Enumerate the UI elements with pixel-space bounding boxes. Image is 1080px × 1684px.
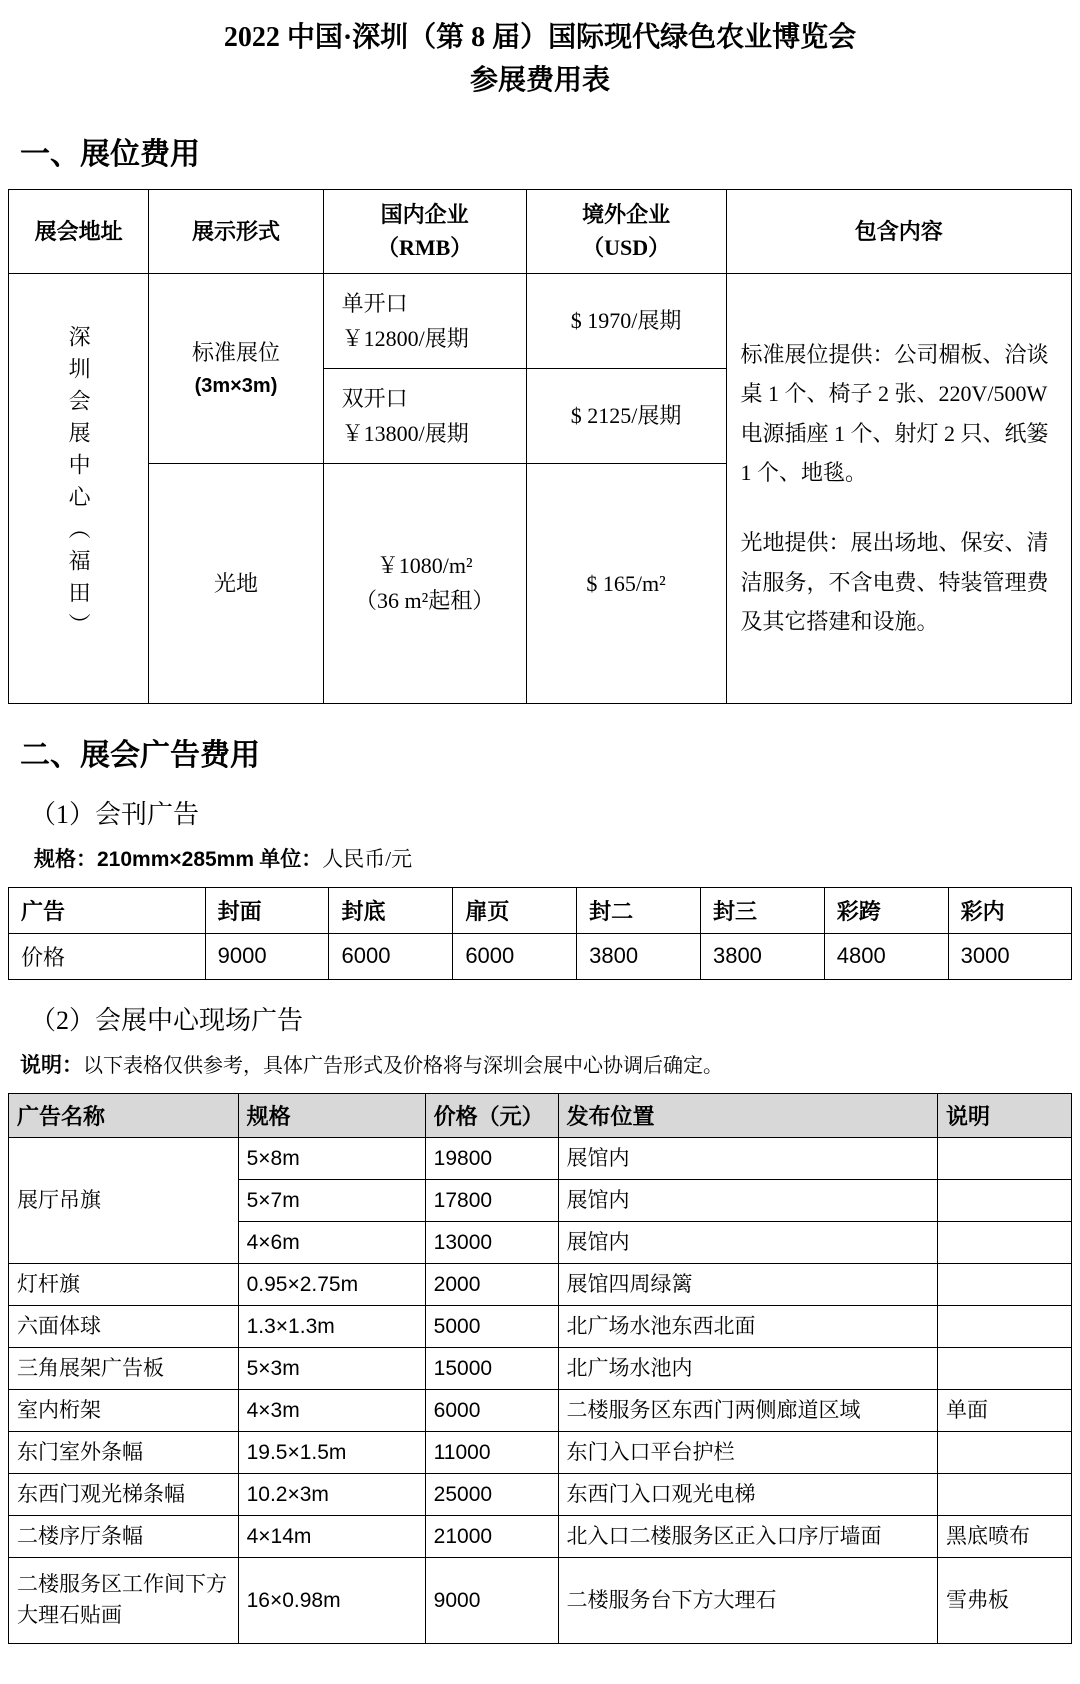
booth-row-single-open — [9, 273, 1072, 368]
cell-spec: 4×14m — [238, 1515, 425, 1557]
ad-price-color-spread: 4800 — [824, 933, 948, 979]
cell-note: 单面 — [938, 1389, 1072, 1431]
table-row — [9, 1263, 1072, 1305]
cell-location: 东西门入口观光电梯 — [558, 1473, 937, 1515]
raw-space-usd-cell: $ 165/m² — [526, 463, 726, 703]
cell-location: 展馆内 — [558, 1137, 937, 1179]
page-title-line2: 参展费用表 — [469, 65, 610, 97]
raw-space-rmb-line1: ￥1080/m² — [376, 553, 473, 579]
included-content-cell — [726, 273, 1071, 703]
table-row — [9, 1389, 1072, 1431]
double-open-price-cell — [323, 368, 526, 463]
ad-price-cover: 9000 — [205, 933, 329, 979]
double-open-rmb: ￥13800/展期 — [341, 420, 469, 446]
ad-col-header-flyleaf: 扉页 — [453, 887, 577, 933]
cell-spec: 5×8m — [238, 1137, 425, 1179]
double-open-label: 双开口 — [341, 385, 408, 411]
cell-price: 15000 — [425, 1347, 558, 1389]
raw-space-rmb-cell — [323, 463, 526, 703]
cell-location: 北广场水池内 — [558, 1347, 937, 1389]
cell-note: 雪弗板 — [938, 1557, 1072, 1643]
ad-price-row-label: 价格 — [9, 933, 206, 979]
cell-spec: 19.5×1.5m — [238, 1431, 425, 1473]
cell-name: 二楼序厅条幅 — [9, 1515, 239, 1557]
unit-label: 单位： — [259, 846, 323, 871]
ad-price-back: 6000 — [329, 933, 453, 979]
spec-label: 规格： — [34, 846, 97, 871]
included-content-standard: 标准展位提供：公司楣板、洽谈桌 1 个、椅子 2 张、220V/500W 电源插座 1 个、射灯 2 只、纸篓 1 个、地毯。 — [740, 341, 1049, 486]
ad-col-header-back: 封底 — [329, 887, 453, 933]
cell-price: 19800 — [425, 1137, 558, 1179]
cell-name: 东门室外条幅 — [9, 1431, 239, 1473]
cell-location: 北广场水池东西北面 — [558, 1305, 937, 1347]
standard-booth-size: (3m×3m) — [194, 374, 278, 397]
ad-col-header-cover: 封面 — [205, 887, 329, 933]
ad-price-inside-front: 3800 — [577, 933, 701, 979]
col-header-content: 包含内容 — [726, 189, 1071, 273]
ad-price-flyleaf: 6000 — [453, 933, 577, 979]
standard-booth-label: 标准展位 — [191, 339, 280, 365]
cell-note — [938, 1347, 1072, 1389]
cell-note — [938, 1221, 1072, 1263]
site-col-header-note: 说明 — [938, 1093, 1072, 1137]
section2-sub2-heading: （2）会展中心现场广告 — [30, 1005, 304, 1035]
col-header-foreign-line2: （USD） — [582, 235, 671, 261]
site-ad-table — [8, 1093, 1072, 1644]
spec-value: 210mm×285mm — [97, 847, 255, 871]
page-title-line1: 2022 中国·深圳（第 8 届）国际现代绿色农业博览会 — [223, 22, 857, 53]
site-col-header-price: 价格（元） — [425, 1093, 558, 1137]
table-row — [9, 1473, 1072, 1515]
ad-col-header-inside-front: 封二 — [577, 887, 701, 933]
col-header-domestic-line1: 国内企业 — [380, 202, 469, 228]
cell-spec: 10.2×3m — [238, 1473, 425, 1515]
single-open-usd-cell: $ 1970/展期 — [526, 273, 726, 368]
section2-sub1-heading: （1）会刊广告 — [30, 799, 200, 829]
cell-price: 13000 — [425, 1221, 558, 1263]
section1-heading: 一、展位费用 — [20, 137, 200, 171]
ad-col-header-color-spread: 彩跨 — [824, 887, 948, 933]
ad-col-header-color-inner: 彩内 — [948, 887, 1071, 933]
cell-name: 灯杆旗 — [9, 1263, 239, 1305]
booth-fee-table — [8, 189, 1072, 704]
journal-ad-header-row — [9, 887, 1072, 933]
site-col-header-name: 广告名称 — [9, 1093, 239, 1137]
included-content-rawspace: 光地提供：展出场地、保安、清洁服务，不含电费、特装管理费及其它搭建和设施。 — [740, 530, 1049, 635]
unit-value: 人民币/元 — [322, 846, 413, 871]
col-header-address: 展会地址 — [9, 189, 149, 273]
ad-price-color-inner: 3000 — [948, 933, 1071, 979]
site-col-header-spec: 规格 — [238, 1093, 425, 1137]
site-ad-header-row — [9, 1093, 1072, 1137]
cell-price: 6000 — [425, 1389, 558, 1431]
note-text: 以下表格仅供参考，具体广告形式及价格将与深圳会展中心协调后确定。 — [83, 1054, 723, 1077]
single-open-price-cell — [323, 273, 526, 368]
cell-spec: 16×0.98m — [238, 1557, 425, 1643]
cell-note — [938, 1473, 1072, 1515]
double-open-usd-cell: $ 2125/展期 — [526, 368, 726, 463]
cell-location: 二楼服务台下方大理石 — [558, 1557, 937, 1643]
page-title — [8, 16, 1072, 103]
single-open-label: 单开口 — [341, 290, 408, 316]
standard-booth-cell — [149, 273, 323, 463]
ad-price-inside-back: 3800 — [700, 933, 824, 979]
cell-name: 东西门观光梯条幅 — [9, 1473, 239, 1515]
table-row — [9, 1347, 1072, 1389]
col-header-form: 展示形式 — [149, 189, 323, 273]
section2-heading: 二、展会广告费用 — [20, 738, 260, 772]
cell-note — [938, 1305, 1072, 1347]
journal-ad-table — [8, 887, 1072, 980]
cell-location: 展馆内 — [558, 1179, 937, 1221]
cell-name: 三角展架广告板 — [9, 1347, 239, 1389]
cell-name: 室内桁架 — [9, 1389, 239, 1431]
cell-price: 25000 — [425, 1473, 558, 1515]
cell-note — [938, 1263, 1072, 1305]
cell-price: 11000 — [425, 1431, 558, 1473]
journal-spec-line — [34, 843, 1072, 873]
single-open-rmb: ￥12800/展期 — [341, 325, 469, 351]
cell-note — [938, 1431, 1072, 1473]
booth-header-row — [9, 189, 1072, 273]
cell-note — [938, 1137, 1072, 1179]
cell-location: 展馆四周绿篱 — [558, 1263, 937, 1305]
col-header-foreign — [526, 189, 726, 273]
cell-name: 展厅吊旗 — [9, 1137, 239, 1263]
cell-spec: 1.3×1.3m — [238, 1305, 425, 1347]
cell-location: 东门入口平台护栏 — [558, 1431, 937, 1473]
cell-price: 17800 — [425, 1179, 558, 1221]
site-ad-note — [20, 1049, 1072, 1079]
journal-ad-price-row — [9, 933, 1072, 979]
cell-location: 展馆内 — [558, 1221, 937, 1263]
col-header-foreign-line1: 境外企业 — [582, 202, 671, 228]
table-row — [9, 1515, 1072, 1557]
col-header-domestic-line2: （RMB） — [376, 235, 473, 261]
cell-spec: 5×3m — [238, 1347, 425, 1389]
cell-location: 二楼服务区东西门两侧廊道区域 — [558, 1389, 937, 1431]
cell-price: 2000 — [425, 1263, 558, 1305]
raw-space-rmb-line2: （36 m²起租） — [355, 588, 495, 614]
table-row — [9, 1557, 1072, 1643]
cell-spec: 0.95×2.75m — [238, 1263, 425, 1305]
cell-price: 5000 — [425, 1305, 558, 1347]
table-row — [9, 1137, 1072, 1179]
table-row — [9, 1431, 1072, 1473]
cell-price: 21000 — [425, 1515, 558, 1557]
venue-address-cell — [9, 273, 149, 703]
col-header-domestic — [323, 189, 526, 273]
cell-location: 北入口二楼服务区正入口序厅墙面 — [558, 1515, 937, 1557]
venue-address-text: 深圳会展中心（福田） — [66, 325, 92, 646]
note-label: 说明： — [20, 1052, 83, 1077]
raw-space-label-cell: 光地 — [149, 463, 323, 703]
ad-col-header-ad: 广告 — [9, 887, 206, 933]
site-col-header-location: 发布位置 — [558, 1093, 937, 1137]
cell-name: 二楼服务区工作间下方大理石贴画 — [9, 1557, 239, 1643]
cell-note — [938, 1179, 1072, 1221]
table-row — [9, 1305, 1072, 1347]
cell-spec: 4×6m — [238, 1221, 425, 1263]
cell-spec: 5×7m — [238, 1179, 425, 1221]
cell-name: 六面体球 — [9, 1305, 239, 1347]
cell-spec: 4×3m — [238, 1389, 425, 1431]
cell-note: 黑底喷布 — [938, 1515, 1072, 1557]
ad-col-header-inside-back: 封三 — [700, 887, 824, 933]
cell-price: 9000 — [425, 1557, 558, 1643]
